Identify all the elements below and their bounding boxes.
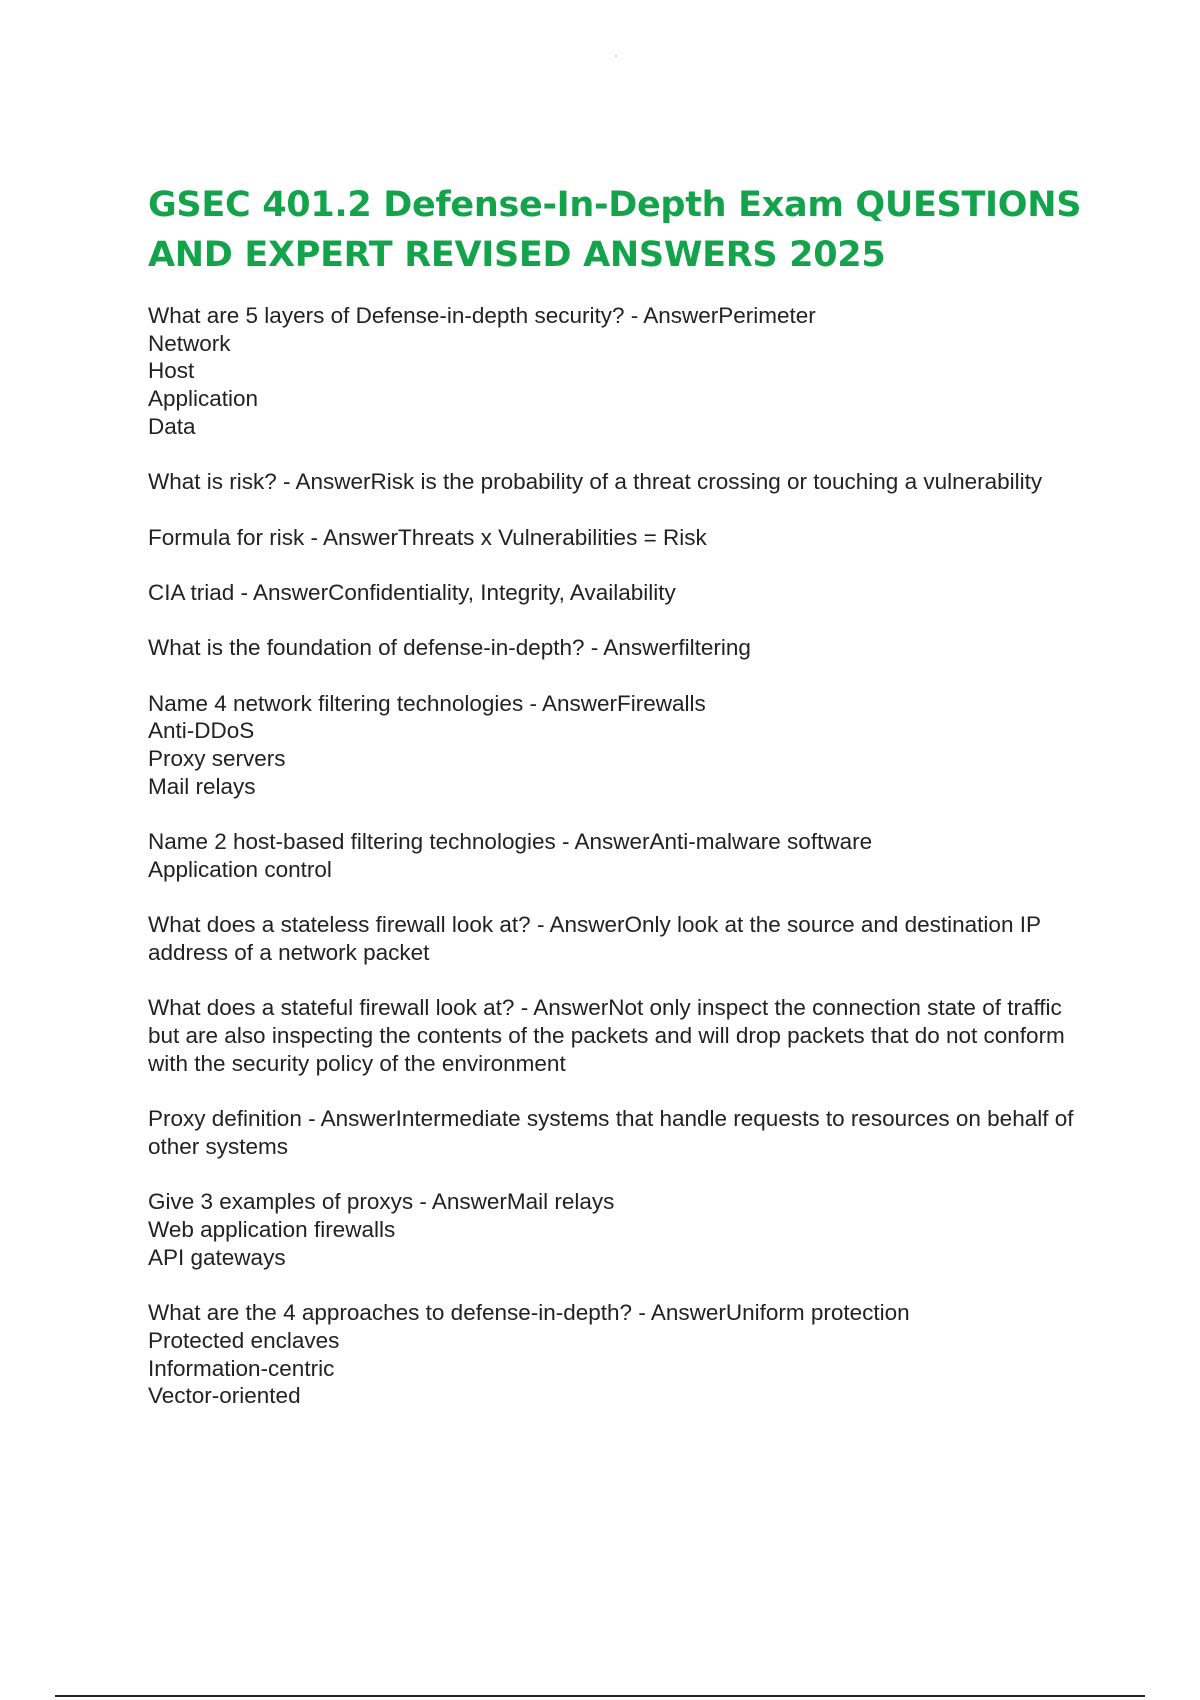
qa-question-answer: Proxy definition - AnswerIntermediate systems that handle requests to resources on behalf of other systems bbox=[148, 1106, 1074, 1159]
qa-answer-line: Network bbox=[148, 330, 231, 356]
qa-question-answer: Give 3 examples of proxys - AnswerMail relays bbox=[148, 1189, 615, 1215]
qa-item bbox=[148, 634, 1088, 662]
qa-item bbox=[148, 1105, 1088, 1160]
qa-answer-line: Mail relays bbox=[148, 773, 256, 799]
qa-item bbox=[148, 1299, 1088, 1410]
qa-answer-line: Vector-oriented bbox=[148, 1383, 301, 1409]
qa-item bbox=[148, 994, 1088, 1077]
qa-question-answer: What is the foundation of defense-in-depth? - Answerfiltering bbox=[148, 635, 751, 661]
qa-answer-line: Information-centric bbox=[148, 1355, 335, 1381]
qa-item bbox=[148, 302, 1088, 441]
qa-question-answer: What does a stateless firewall look at? - AnswerOnly look at the source and destination IP address of a network packet bbox=[148, 912, 1041, 966]
qa-answer-line: Proxy servers bbox=[148, 746, 286, 772]
qa-answer-line: Web application firewalls bbox=[148, 1217, 396, 1243]
qa-question-answer: What does a stateful firewall look at? - AnswerNot only inspect the connection state of traffic but are also inspecting the contents of the packets and will drop packets that do not conform with the security policy of the environment bbox=[148, 995, 1065, 1076]
qa-question-answer: What is risk? - AnswerRisk is the probability of a threat crossing or touching a vulnerability bbox=[148, 469, 1043, 495]
qa-item bbox=[148, 690, 1088, 801]
qa-list bbox=[148, 302, 1088, 1438]
qa-item bbox=[148, 911, 1088, 966]
qa-item bbox=[148, 524, 1088, 552]
qa-item bbox=[148, 468, 1088, 496]
qa-question-answer: What are 5 layers of Defense-in-depth security? - AnswerPerimeter bbox=[148, 303, 816, 328]
qa-answer-line: Application bbox=[148, 386, 259, 412]
qa-item bbox=[148, 828, 1088, 883]
qa-question-answer: Name 4 network filtering technologies - AnswerFirewalls bbox=[148, 690, 706, 716]
qa-question-answer: Formula for risk - AnswerThreats x Vulnerabilities = Risk bbox=[148, 524, 707, 550]
qa-question-answer: What are the 4 approaches to defense-in-depth? - AnswerUniform protection bbox=[148, 1300, 910, 1326]
qa-answer-line: Application control bbox=[148, 856, 332, 882]
qa-answer-line: Data bbox=[148, 413, 196, 439]
qa-answer-line: Host bbox=[148, 358, 195, 384]
qa-item bbox=[148, 579, 1088, 607]
qa-question-answer: Name 2 host-based filtering technologies - AnswerAnti-malware software bbox=[148, 829, 873, 855]
page-bottom-rule bbox=[55, 1695, 1145, 1697]
qa-answer-line: API gateways bbox=[148, 1244, 286, 1270]
qa-item bbox=[148, 1188, 1088, 1271]
qa-answer-line: Protected enclaves bbox=[148, 1327, 340, 1353]
qa-answer-line: Anti-DDoS bbox=[148, 718, 255, 744]
document-title: GSEC 401.2 Defense-In-Depth Exam QUESTIONS AND EXPERT REVISED ANSWERS 2025 bbox=[148, 185, 1082, 275]
scan-speck bbox=[615, 55, 617, 57]
qa-question-answer: CIA triad - AnswerConfidentiality, Integrity, Availability bbox=[148, 579, 676, 605]
